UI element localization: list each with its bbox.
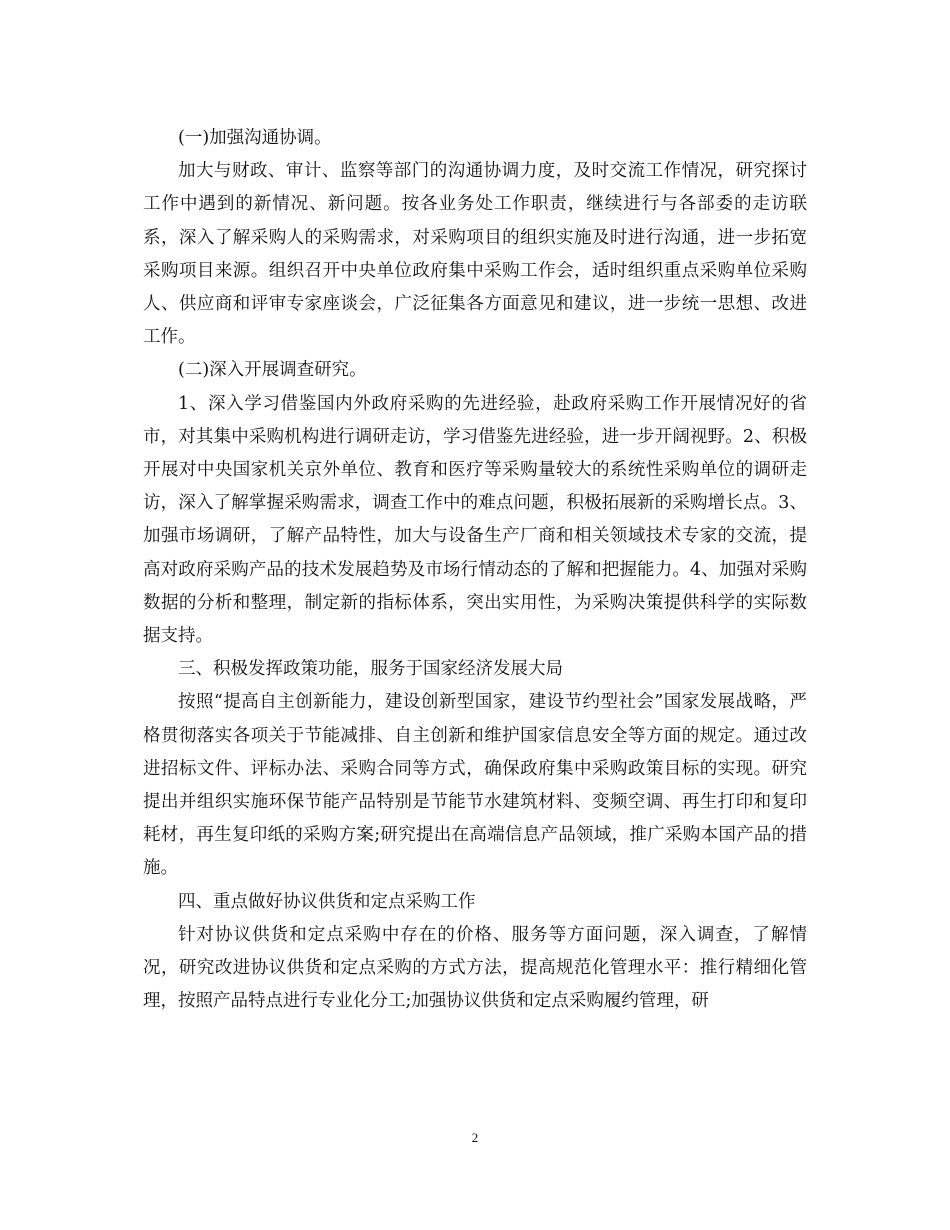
paragraph-agreement-supply: 针对协议供货和定点采购中存在的价格、服务等方面问题，深入调查，了解情况，研究改进协议供货和定点采购的方式方法，提高规范化管理水平：推行精细化管理，按照产品特点进行专业化分工;加强协议供货和定点采购履约管理，研 [143,924,807,1012]
heading-agreement-supply: 四、重点做好协议供货和定点采购工作 [178,891,476,912]
heading-strengthen-communication: (一)加强沟通协调。 [178,128,332,148]
heading-policy-function: 三、积极发挥政策功能，服务于国家经济发展大局 [178,659,563,680]
document-body [143,122,807,1018]
paragraph-investigation: 1、深入学习借鉴国内外政府采购的先进经验，赴政府采购工作开展情况好的省市，对其集中采购机构进行调研走访，学习借鉴先进经验，进一步开阔视野。2、积极开展对中央国家机关京外单位、教育和医疗等采购量较大的系统性采购单位的调研走访，深入了解掌握采购需求，调查工作中的难点问题，积极拓展新的采购增长点。3、加强市场调研，了解产品特性，加大与设备生产厂商和相关领域技术专家的交流，提高对政府采购产品的技术发展趋势及市场行情动态的了解和把握能力。4、加强对采购数据的分析和整理，制定新的指标体系，突出实用性，为采购决策提供科学的实际数据支持。 [143,393,807,647]
paragraph-communication: 加大与财政、审计、监察等部门的沟通协调力度，及时交流工作情况，研究探讨工作中遇到的新情况、新问题。按各业务处工作职责，继续进行与各部委的走访联系，深入了解采购人的采购需求，对采购项目的组织实施及时进行沟通，进一步拓宽采购项目来源。组织召开中央单位政府集中采购工作会，适时组织重点采购单位采购人、供应商和评审专家座谈会，广泛征集各方面意见和建议，进一步统一思想、改进工作。 [143,161,807,348]
page-number: 2 [471,1130,479,1145]
paragraph-policy: 按照“提高自主创新能力，建设创新型国家，建设节约型社会”国家发展战略，严格贯彻落实各项关于节能减排、自主创新和维护国家信息安全等方面的规定。通过改进招标文件、评标办法、采购合同等方式，确保政府集中采购政策目标的实现。研究提出并组织实施环保节能产品特别是节能节水建筑材料、变频空调、再生打印和复印耗材，再生复印纸的采购方案;研究提出在高端信息产品领域，推广采购本国产品的措施。 [143,692,807,879]
heading-investigation-research: (二)深入开展调查研究。 [178,360,367,381]
